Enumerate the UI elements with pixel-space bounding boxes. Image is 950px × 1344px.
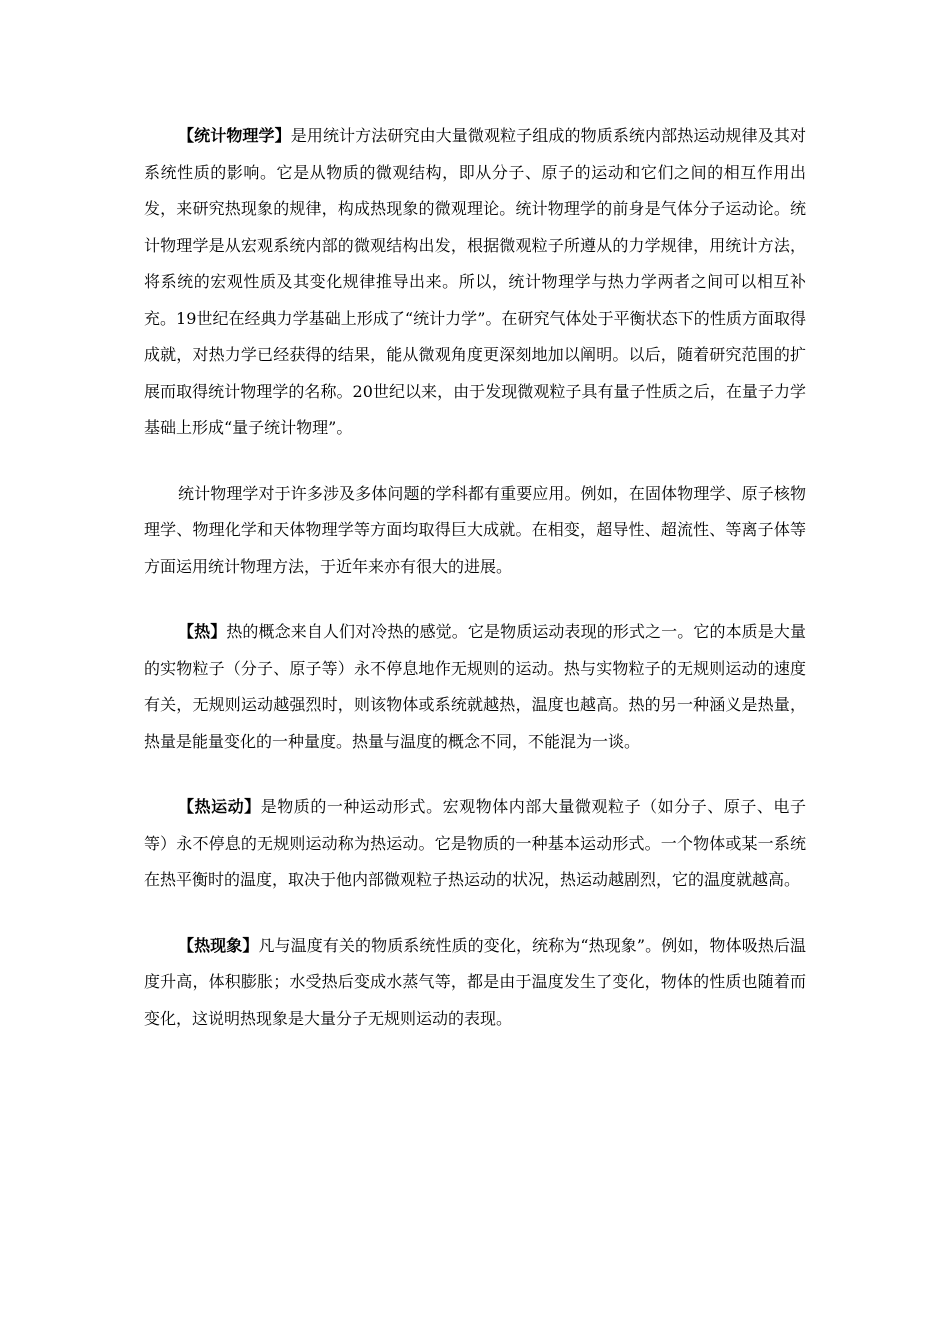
paragraph-statistical-physics: [144, 118, 806, 447]
paragraph-text: 统计物理学对于许多涉及多体问题的学科都有重要应用。例如，在固体物理学、原子核物理学、物理化学和天体物理学等方面均取得巨大成就。在相变，超导性、超流性、等离子体等方面运用统计物理方法，于近年来亦有很大的进展。: [144, 483, 806, 576]
term-thermal-motion: 【热运动】: [178, 797, 261, 816]
document-body: [144, 118, 806, 1066]
paragraph-text: 是物质的一种运动形式。宏观物体内部大量微观粒子（如分子、原子、电子等）永不停息的无规则运动称为热运动。它是物质的一种基本运动形式。一个物体或某一系统在热平衡时的温度，取决于他内部微观粒子热运动的状况，热运动越剧烈，它的温度就越高。: [144, 797, 806, 889]
paragraph-text: 热的概念来自人们对冷热的感觉。它是物质运动表现的形式之一。它的本质是大量的实物粒子（分子、原子等）永不停息地作无规则的运动。热与实物粒子的无规则运动的速度有关，无规则运动越强烈时，则该物体或系统就越热，温度也越高。热的另一种涵义是热量，热量是能量变化的一种量度。热量与温度的概念不同，不能混为一谈。: [144, 622, 806, 751]
paragraph-thermal-motion: [144, 789, 806, 899]
term-heat: 【热】: [178, 622, 227, 641]
paragraph-text: 是用统计方法研究由大量微观粒子组成的物质系统内部热运动规律及其对系统性质的影响。它是从物质的微观结构，即从分子、原子的运动和它们之间的相互作用出发，来研究热现象的规律，构成热现象的微观理论。统计物理学的前身是气体分子运动论。统计物理学是从宏观系统内部的微观结构出发，根据微观粒子所遵从的力学规律，用统计方法，将系统的宏观性质及其变化规律推导出来。所以，统计物理学与热力学两者之间可以相互补充。19世纪在经典力学基础上形成了“统计力学”。在研究气体处于平衡状态下的性质方面取得成就，对热力学已经获得的结果，能从微观角度更深刻地加以阐明。以后，随着研究范围的扩展而取得统计物理学的名称。20世纪以来，由于发现微观粒子具有量子性质之后，在量子力学基础上形成“量子统计物理”。: [144, 126, 806, 437]
term-statistical-physics: 【统计物理学】: [178, 126, 291, 145]
paragraph-text: 凡与温度有关的物质系统性质的变化，统称为“热现象”。例如，物体吸热后温度升高，体积膨胀；水受热后变成水蒸气等，都是由于温度发生了变化，物体的性质也随着而变化，这说明热现象是大量分子无规则运动的表现。: [144, 935, 806, 1028]
paragraph-thermal-phenomenon: [144, 928, 806, 1038]
term-thermal-phenomenon: 【热现象】: [178, 935, 259, 955]
paragraph-applications: [144, 476, 806, 586]
paragraph-heat: [144, 614, 806, 760]
